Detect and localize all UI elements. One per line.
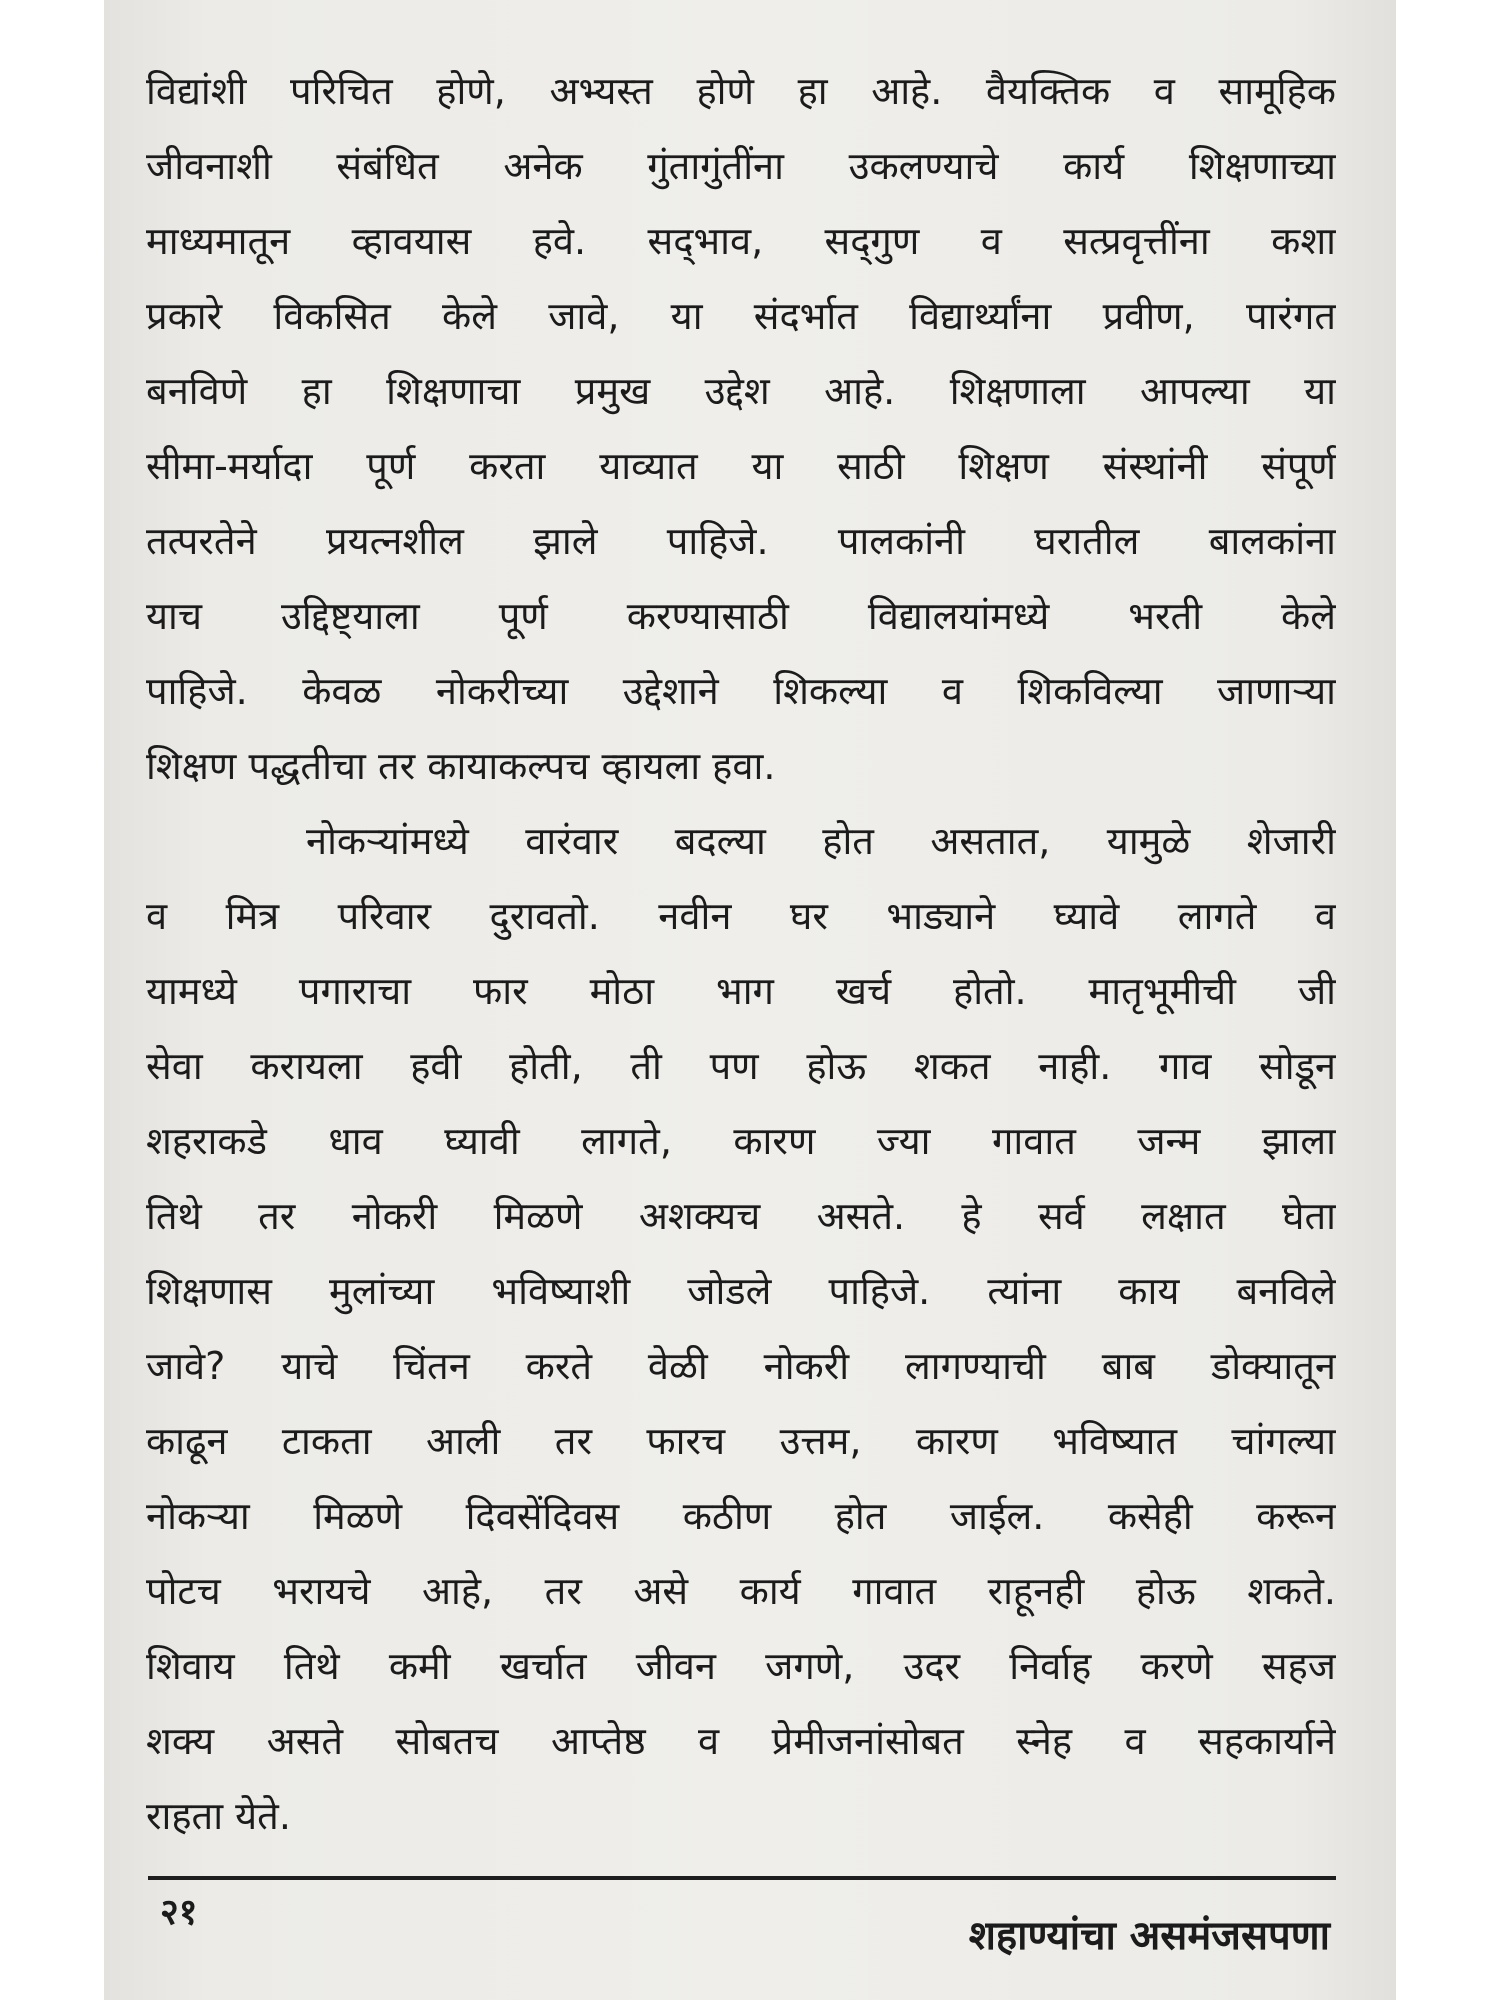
- text-line: बनविणे हा शिक्षणाचा प्रमुख उद्देश आहे. शिक्षणाला आपल्या या: [146, 369, 1336, 413]
- text-line: यामध्ये पगाराचा फार मोठा भाग खर्च होतो. मातृभूमीची जी: [146, 969, 1336, 1013]
- text-line: पाहिजे. केवळ नोकरीच्या उद्देशाने शिकल्या व शिकविल्या जाणाऱ्या: [146, 669, 1336, 713]
- footer-rule: [148, 1876, 1336, 1880]
- paragraph-start-line: नोकऱ्यांमध्ये वारंवार बदल्या होत असतात, यामुळे शेजारी: [306, 819, 1336, 863]
- text-line: प्रकारे विकसित केले जावे, या संदर्भात विद्यार्थ्यांना प्रवीण, पारंगत: [146, 294, 1336, 338]
- page-number: २१: [160, 1892, 198, 1933]
- text-line: सेवा करायला हवी होती, ती पण होऊ शकत नाही. गाव सोडून: [146, 1044, 1336, 1088]
- text-line: काढून टाकता आली तर फारच उत्तम, कारण भविष्यात चांगल्या: [146, 1419, 1336, 1463]
- text-line: पोटच भरायचे आहे, तर असे कार्य गावात राहूनही होऊ शकते.: [146, 1569, 1336, 1613]
- text-line: तत्परतेने प्रयत्नशील झाले पाहिजे. पालकांनी घरातील बालकांना: [146, 519, 1336, 563]
- text-line: नोकऱ्या मिळणे दिवसेंदिवस कठीण होत जाईल. कसेही करून: [146, 1494, 1336, 1538]
- running-title: शहाण्यांचा असमंजसपणा: [968, 1913, 1330, 1959]
- text-line: शक्य असते सोबतच आप्तेष्ठ व प्रेमीजनांसोबत स्नेह व सहकार्याने: [146, 1719, 1336, 1763]
- text-line: व मित्र परिवार दुरावतो. नवीन घर भाड्याने घ्यावे लागते व: [146, 894, 1336, 938]
- text-line: जीवनाशी संबंधित अनेक गुंतागुंतींना उकलण्याचे कार्य शिक्षणाच्या: [146, 144, 1336, 188]
- paragraph-end-line: राहता येते.: [146, 1794, 291, 1838]
- text-line: सीमा-मर्यादा पूर्ण करता याव्यात या साठी शिक्षण संस्थांनी संपूर्ण: [146, 444, 1336, 488]
- body-text: [146, 54, 1336, 1854]
- paragraph-end-line: शिक्षण पद्धतीचा तर कायाकल्पच व्हायला हवा.: [146, 744, 776, 788]
- text-line: माध्यमातून व्हावयास हवे. सद्‌भाव, सद्‌गुण व सत्प्रवृत्तींना कशा: [146, 219, 1336, 263]
- text-line: तिथे तर नोकरी मिळणे अशक्यच असते. हे सर्व लक्षात घेता: [146, 1194, 1336, 1238]
- text-line: शहराकडे धाव घ्यावी लागते, कारण ज्या गावात जन्म झाला: [146, 1119, 1336, 1163]
- text-line: याच उद्दिष्ट्याला पूर्ण करण्यासाठी विद्यालयांमध्ये भरती केले: [146, 594, 1336, 638]
- text-line: शिवाय तिथे कमी खर्चात जीवन जगणे, उदर निर्वाह करणे सहज: [146, 1644, 1336, 1688]
- text-line: जावे? याचे चिंतन करते वेळी नोकरी लागण्याची बाब डोक्यातून: [146, 1344, 1336, 1388]
- text-line: विद्यांशी परिचित होणे, अभ्यस्त होणे हा आहे. वैयक्तिक व सामूहिक: [146, 69, 1336, 113]
- text-line: शिक्षणास मुलांच्या भविष्याशी जोडले पाहिजे. त्यांना काय बनविले: [146, 1269, 1336, 1313]
